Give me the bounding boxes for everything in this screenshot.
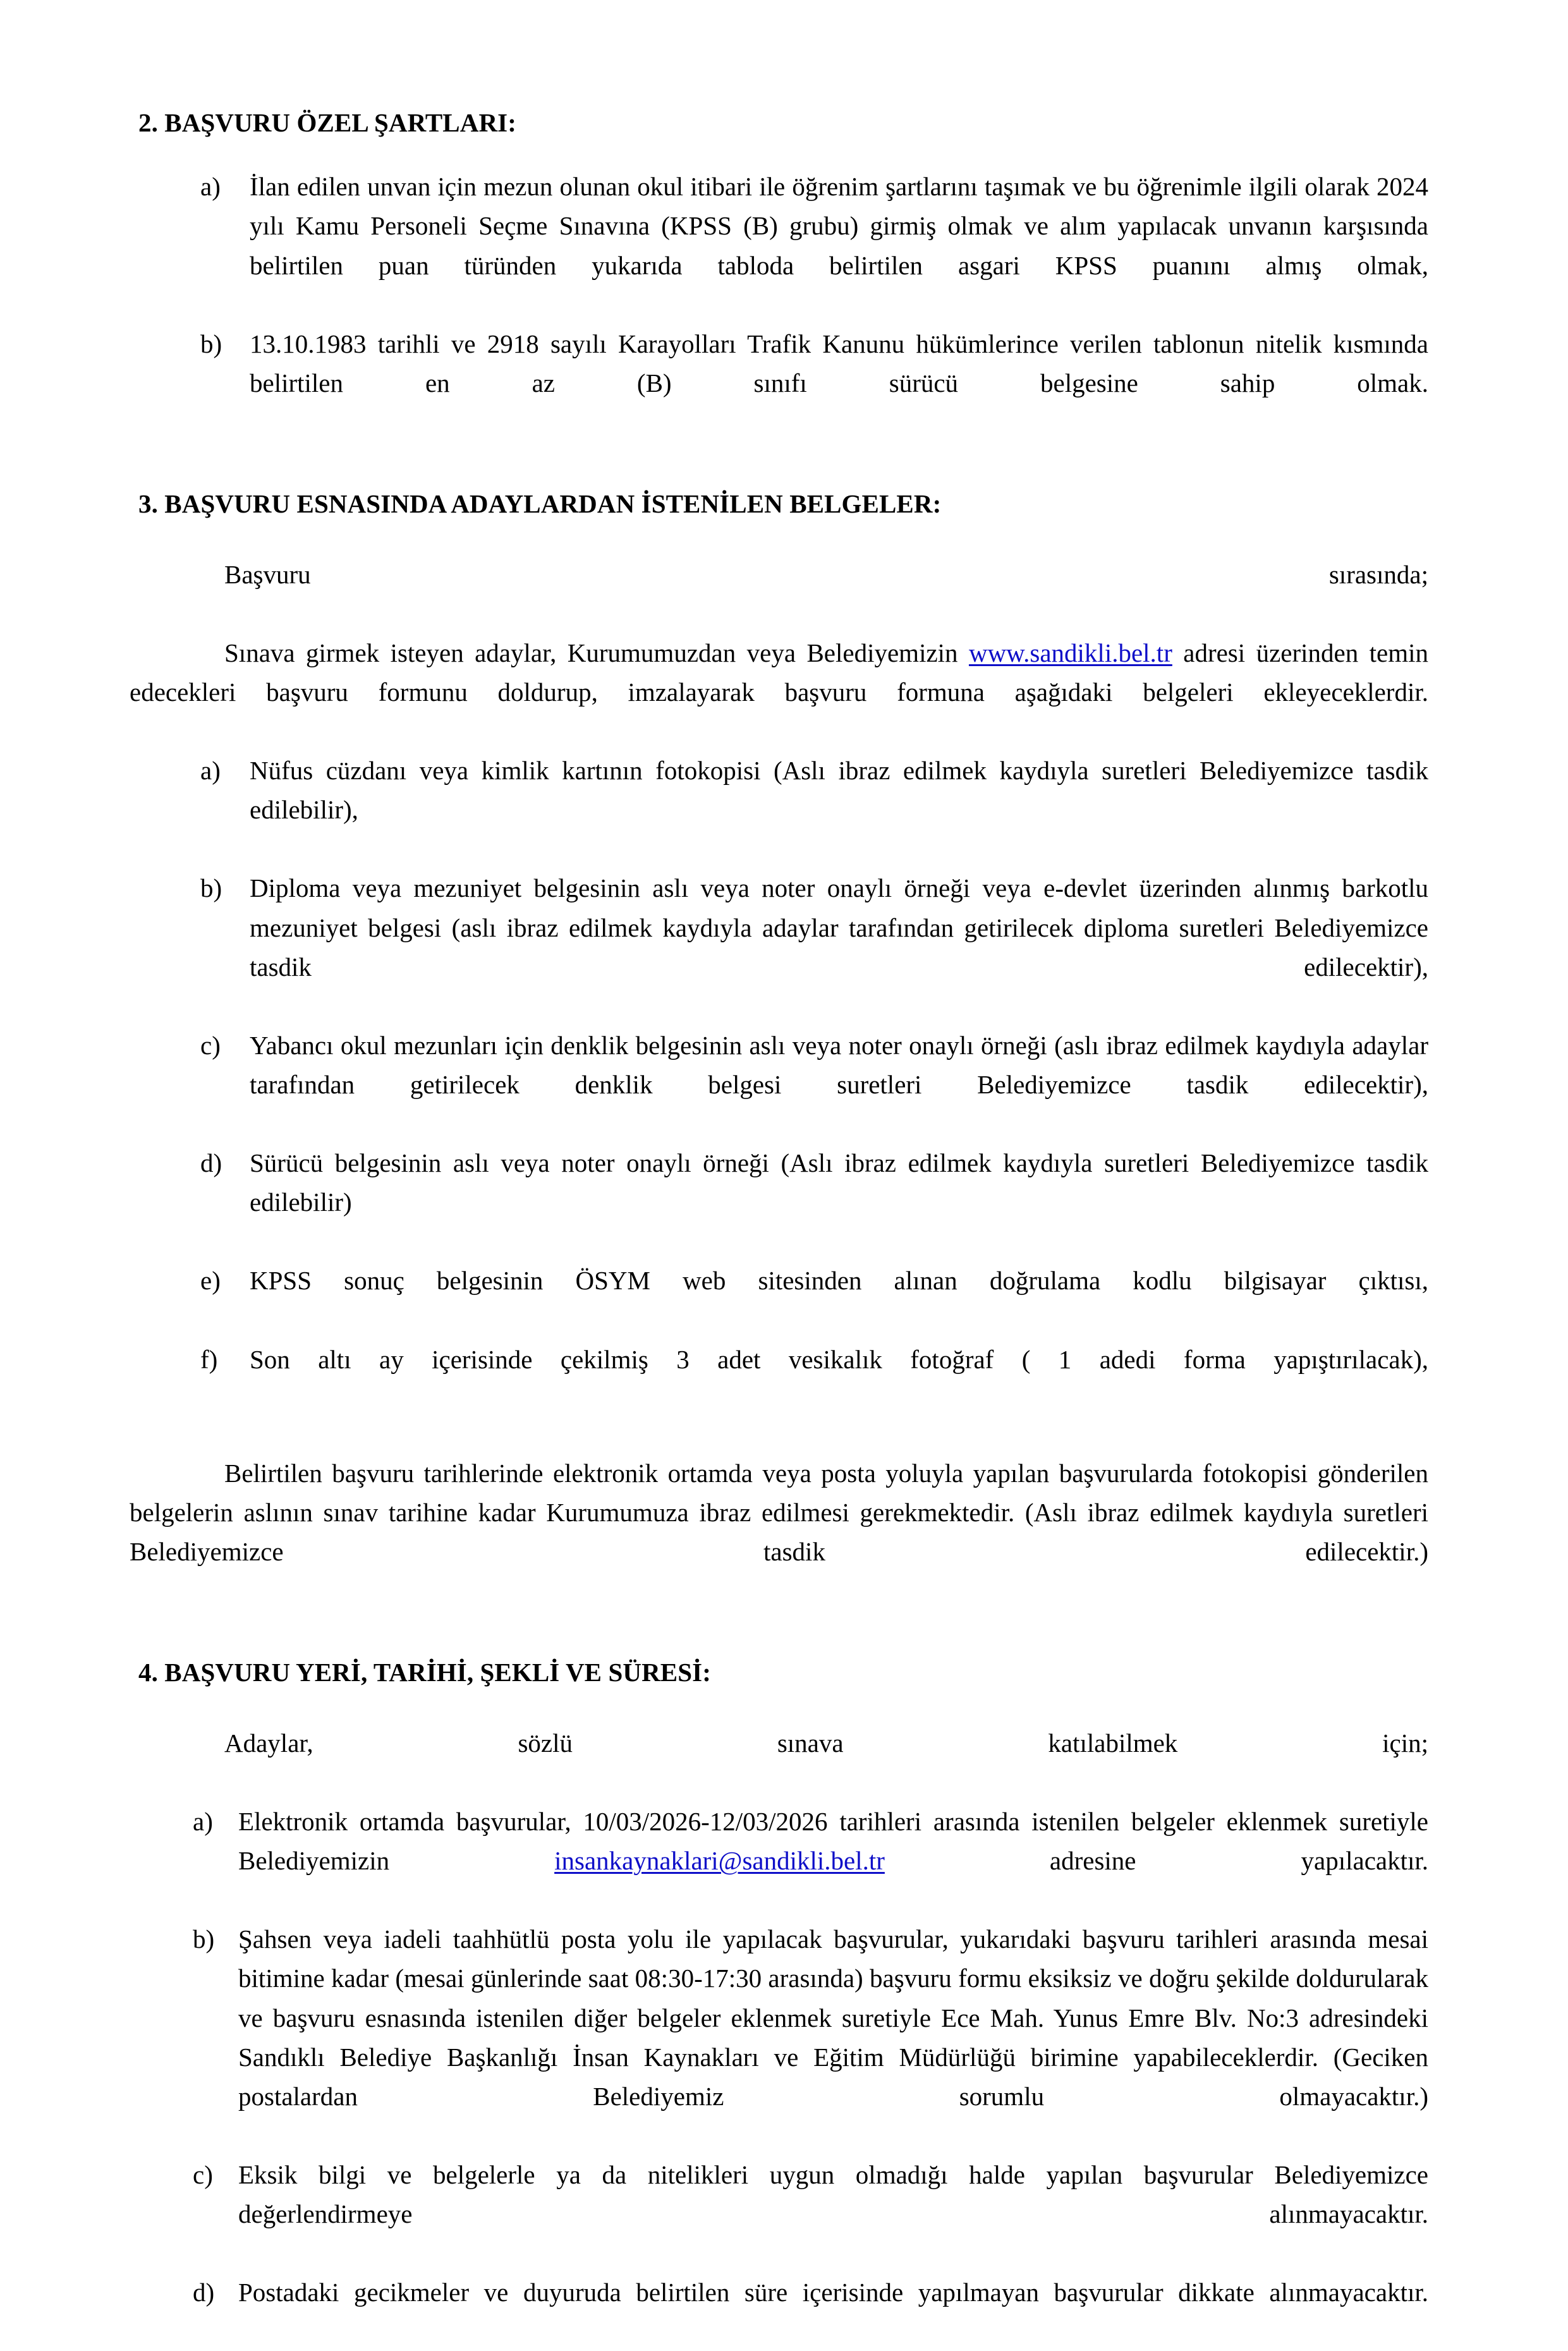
section-3-lead-paragraph: [130, 633, 1428, 751]
spacer: [130, 519, 1428, 555]
list-item: [130, 324, 1428, 442]
list-item: [130, 2155, 1428, 2273]
list-item: [130, 2273, 1428, 2351]
list-item: [130, 1802, 1428, 1919]
list-item-text: Son altı ay içerisinde çekilmiş 3 adet vesikalık fotoğraf ( 1 adedi forma yapıştırılacak),: [250, 1344, 1428, 1374]
email-link[interactable]: insankaynaklari@sandikli.bel.tr: [554, 1846, 885, 1876]
list-marker: c): [200, 1030, 221, 1060]
list-item-text: Diploma veya mezuniyet belgesinin aslı veya noter onaylı örneği veya e-devlet üzerinden alınmış barkotlu mezuniyet belgesi (aslı ibraz edilmek kaydıyla adaylar tarafından getirilecek diploma suretleri Belediyemizce tasdik edilecektir),: [250, 873, 1428, 981]
list-marker: b): [193, 1924, 215, 1954]
spacer: [130, 1418, 1428, 1454]
lead-text-before-link: Sınava girmek isteyen adaylar, Kurumumuzdan veya Belediyemizin: [224, 638, 969, 667]
list-marker: c): [193, 2160, 213, 2189]
website-link[interactable]: www.sandikli.bel.tr: [968, 638, 1172, 667]
list-marker: a): [200, 756, 221, 786]
list-item-text: 13.10.1983 tarihli ve 2918 sayılı Karayolları Trafik Kanunu hükümlerince verilen tablonun nitelik kısmında belirtilen en az (B) sınıfı sürücü belgesine sahip olmak.: [250, 329, 1428, 398]
lead-text-after-link: adresi üzerinden temin edecekleri başvuru formunu doldurup, imzalayarak başvuru formuna aşağıdaki belgeleri ekleyeceklerdir.: [130, 638, 1429, 707]
list-marker: e): [200, 1266, 221, 1296]
list-item-text: Şahsen veya iadeli taahhütlü posta yolu ile yapılacak başvurular, yukarıdaki başvuru tarihleri arasında mesai bitimine kadar (mesai günlerinde saat 08:30-17:30 arasında) başvuru formu eksiksiz ve doğru şekilde doldurularak ve başvuru esnasında istenilen diğer belgeler eklenmek suretiyle Ece Mah. Yunus Emre Blv. No:3 adresindeki Sandıklı Belediye Başkanlığı İnsan Kaynakları ve Eğitim Müdürlüğü birimine yapabileceklerdir. (Geciken postalardan Belediyemiz sorumlu olmayacaktır.): [238, 1924, 1428, 2111]
section-3-list: [130, 751, 1428, 1418]
list-item-text: Nüfus cüzdanı veya kimlik kartının fotokopisi (Aslı ibraz edilmek kaydıyla suretleri Belediyemizce tasdik edilebilir),: [250, 756, 1428, 825]
list-item-text: Yabancı okul mezunları için denklik belgesinin aslı veya noter onaylı örneği (aslı ibraz edilmek kaydıyla adaylar tarafından getirilecek denklik belgesi suretleri Belediyemizce tasdik edilecektir),: [250, 1030, 1428, 1099]
list-item-text: Sürücü belgesinin aslı veya noter onaylı örneği (Aslı ibraz edilmek kaydıyla suretleri Belediyemizce tasdik edilebilir): [250, 1148, 1428, 1217]
list-item-text: [238, 1802, 1428, 1919]
list-item: [130, 751, 1428, 868]
item-text-after-link: adresine yapılacaktır.: [884, 1846, 1429, 1876]
section-3-intro-line: Başvuru sırasında;: [224, 559, 1428, 589]
list-marker: b): [200, 329, 222, 358]
section-3-closing-paragraph: Belirtilen başvuru tarihlerinde elektronik ortamda veya posta yoluyla yapılan başvurularda fotokopisi gönderilen belgelerin aslının sınav tarihine kadar Kurumumuza ibraz edilmesi gerekmektedir. (Aslı ibraz edilmek kaydıyla suretleri Belediyemizce tasdik edilecektir.): [130, 1458, 1428, 1567]
section-4-heading: 4. BAŞVURU YERİ, TARİHİ, ŞEKLİ VE SÜRESİ:: [138, 1658, 711, 1687]
section-2-heading: 2. BAŞVURU ÖZEL ŞARTLARI:: [138, 108, 516, 137]
section-4-intro-line: Adaylar, sözlü sınava katılabilmek için;: [224, 1728, 1428, 1758]
list-item-text: Postadaki gecikmeler ve duyuruda belirtilen süre içerisinde yapılmayan başvurular dikkate alınmayacaktır.: [238, 2278, 1428, 2307]
list-item: [130, 1261, 1428, 1339]
spacer: [130, 1688, 1428, 1723]
item-text-before-link: Elektronik ortamda başvurular, 10/03/2026-12/03/2026 tarihleri arasında istenilen belgeler eklenmek suretiyle Belediyemizin: [238, 1806, 1428, 1876]
section-2-list: [130, 167, 1428, 442]
list-item: [130, 1026, 1428, 1143]
list-item: [130, 1919, 1428, 2155]
list-marker: a): [200, 172, 221, 202]
list-marker: d): [200, 1148, 222, 1178]
list-item-text: İlan edilen unvan için mezun olunan okul itibari ile öğrenim şartlarını taşımak ve bu öğrenimle ilgili olarak 2024 yılı Kamu Personeli Seçme Sınavına (KPSS (B) grubu) girmiş olmak ve alım yapılacak unvanın karşısında belirtilen puan türünden yukarıda tabloda belirtilen asgari KPSS puanını almış olmak,: [250, 172, 1428, 280]
list-item-text: KPSS sonuç belgesinin ÖSYM web sitesinden alınan doğrulama kodlu bilgisayar çıktısı,: [250, 1266, 1428, 1296]
list-item: [130, 1143, 1428, 1261]
list-item: [130, 167, 1428, 324]
list-marker: f): [200, 1344, 218, 1374]
section-4-list: [130, 1802, 1428, 2351]
spacer: [130, 138, 1428, 167]
list-marker: d): [193, 2278, 215, 2307]
spacer: [130, 1610, 1428, 1657]
list-item: [130, 1340, 1428, 1418]
list-item: [130, 868, 1428, 1025]
section-3-heading: 3. BAŞVURU ESNASINDA ADAYLARDAN İSTENİLEN BELGELER:: [138, 489, 942, 519]
list-marker: a): [193, 1806, 213, 1836]
list-item-text: Eksik bilgi ve belgelerle ya da nitelikleri uygun olmadığı halde yapılan başvurular Belediyemizce değerlendirmeye alınmayacaktır.: [238, 2160, 1428, 2229]
spacer: [130, 442, 1428, 489]
list-marker: b): [200, 873, 222, 903]
